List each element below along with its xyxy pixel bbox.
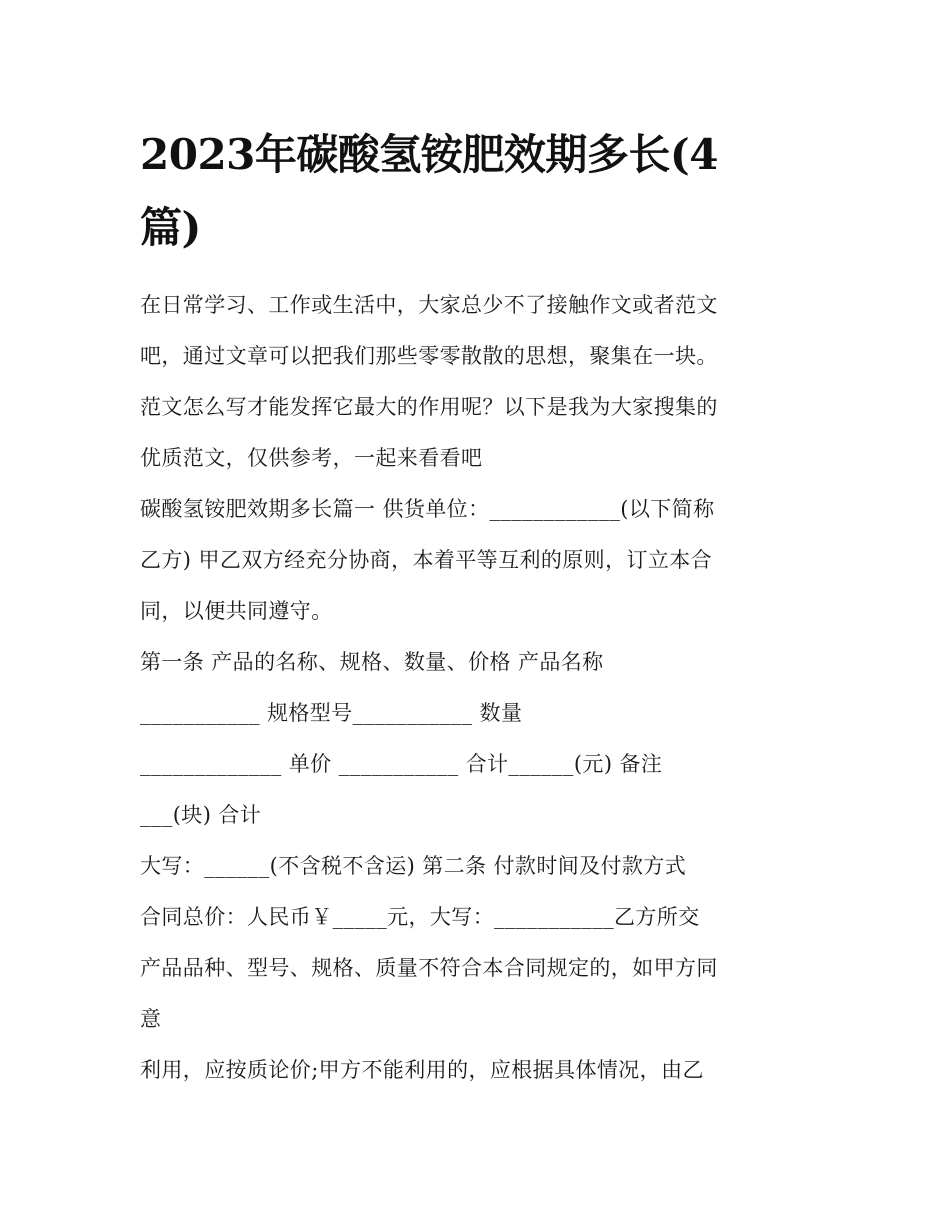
text-line: 范文怎么写才能发挥它最大的作用呢？以下是我为大家搜集的	[140, 395, 718, 419]
text-line: 大写：______(不含税不含运) 第二条 付款时间及付款方式	[140, 854, 687, 878]
document-body	[140, 280, 815, 1096]
text-line: 产品品种、型号、规格、质量不符合本合同规定的，如甲方同	[140, 956, 718, 980]
text-line: 同，以便共同遵守。	[140, 599, 333, 623]
text-line: 碳酸氢铵肥效期多长篇一 供货单位：____________(以下简称	[140, 497, 715, 521]
quality-paragraph	[140, 1045, 815, 1096]
document-title	[140, 118, 815, 264]
text-line: 第一条 产品的名称、规格、数量、价格 产品名称	[140, 650, 604, 674]
text-line: ___________ 规格型号___________ 数量	[140, 701, 523, 725]
text-line: 利用，应按质论价;甲方不能利用的，应根据具体情况，由乙	[140, 1058, 704, 1082]
text-line: 乙方) 甲乙双方经充分协商，本着平等互利的原则，订立本合	[140, 548, 713, 572]
text-line: 吧，通过文章可以把我们那些零零散散的思想，聚集在一块。	[140, 344, 718, 368]
document-content	[140, 118, 815, 1096]
supplier-paragraph	[140, 484, 815, 637]
text-line: ___(块) 合计	[140, 803, 262, 827]
title-line: 2023年碳酸氢铵肥效期多长(4	[140, 130, 718, 179]
intro-paragraph	[140, 280, 815, 484]
text-line: _____________ 单价 ___________ 合计______(元) 备注	[140, 752, 663, 776]
text-line: 优质范文，仅供参考，一起来看看吧	[140, 446, 483, 470]
text-line: 意	[140, 1007, 162, 1031]
text-line: 在日常学习、工作或生活中，大家总少不了接触作文或者范文	[140, 293, 718, 317]
article-one-paragraph	[140, 637, 815, 841]
total-price-paragraph	[140, 892, 815, 1045]
title-line: 篇)	[140, 203, 201, 252]
text-line: 合同总价：人民币￥_____元，大写：___________乙方所交	[140, 905, 700, 929]
payment-paragraph	[140, 841, 815, 892]
